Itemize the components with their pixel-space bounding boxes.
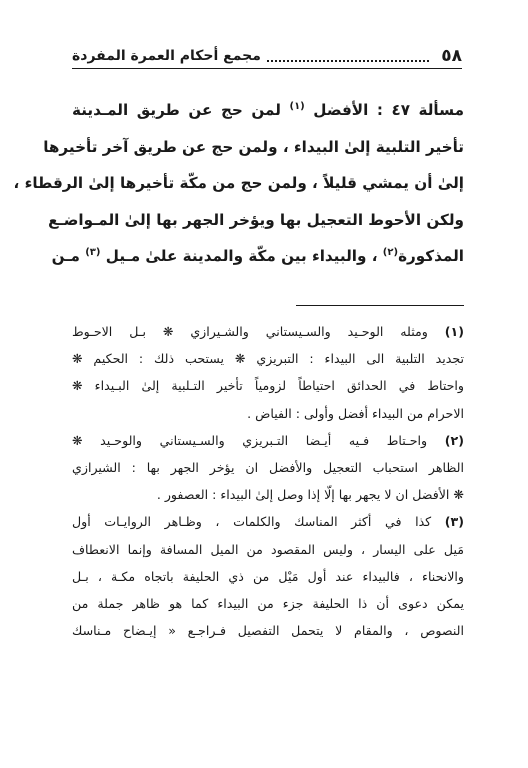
- body-text: مـن: [51, 247, 80, 265]
- body-line: [72, 92, 464, 129]
- footnote-line: تجديد التلبية الى البيداء : التبريزي ❋ يستحب ذلك : الحكيم ❋: [72, 351, 464, 367]
- footnote-number: (٣): [444, 514, 464, 530]
- book-title: مجمع أحكام العمرة المفردة: [72, 48, 261, 64]
- footnote-line: [72, 508, 464, 535]
- page-number: ٥٨: [441, 46, 462, 66]
- footnote-number: (٢): [444, 432, 464, 448]
- footnote-line: يمكن دعوى أن ذا الحليفة جزء من البيداء كما هو ظاهر جملة من: [72, 596, 464, 612]
- footnote-line: [72, 427, 464, 454]
- footnote-divider: [296, 305, 464, 306]
- body-text: لمن حج عن طريق المـدينة: [72, 101, 281, 119]
- running-header: [72, 44, 462, 69]
- body-text: الأفضل: [313, 101, 369, 119]
- footnote-line: واحتاط في الحدائق احتياطاً لزومياً تأخير التـلبية إلىٰ البـيداء ❋: [72, 378, 464, 394]
- header-dot-leader: [267, 50, 429, 62]
- footnotes: [72, 318, 464, 644]
- footnote-line: [72, 318, 464, 345]
- body-line: تأخير التلبية إلىٰ البيداء ، ولمن حج عن طريق آخر تأخيرها: [43, 137, 464, 156]
- footnote-line: الظاهر استحباب التعجيل والأفضل ان يؤخر الجهر بها : الشيرازي: [72, 460, 464, 476]
- footnote-line: والانحناء ، فالبيداء عند أول مَيْل من ذي الحليفة باتجاه مكـة ، بـل: [72, 568, 464, 584]
- body-line: إلىٰ أن يمشي قليلاً ، ولمن حج من مكّة تأخيرها إلىٰ الرقطاء ،: [13, 174, 464, 192]
- body-line: [51, 238, 464, 275]
- body-line: ولكن الأحوط التعجيل بها ويؤخر الجهر بها إلىٰ المـواضـع: [48, 210, 464, 229]
- footnote-number: (١): [444, 324, 464, 339]
- footnote-line: النصوص ، والمقام لا يتحمل التفصيل فـراجـع « إيـضاح مـناسك: [72, 623, 464, 639]
- body-text: المذكورة: [398, 247, 464, 265]
- footnote-ref: (١): [289, 100, 305, 112]
- body-text: ، والبيداء بين مكّة والمدينة علىٰ مـيل: [105, 247, 378, 265]
- footnote-ref: (٣): [85, 246, 101, 258]
- footnote-line: مَيل على اليسار ، وليس المقصود من الميل المسافة وإنما الانعطاف: [72, 541, 464, 557]
- footnote-line: الاحرام من البيداء أفضل وأولى : الفياض .: [247, 405, 464, 421]
- footnote-text: ومثله الوحـيد والسـيستاني والشـيرازي ❋ بـل الاحـوط: [72, 324, 428, 339]
- footnote-text: كذا في أكثر المناسك والكلمات ، وظـاهر الروايـات أول: [72, 514, 432, 530]
- main-body: [13, 92, 464, 275]
- footnote-ref: (٢): [382, 246, 399, 258]
- footnote-line: ❋ الأفضل ان لا يجهر بها إلّا إذا وصل إلىٰ البيداء : العصفور .: [156, 487, 464, 503]
- footnote-text: واحـتاط فـيه أيـضا التـبريزي والسـيستاني والوحـيد ❋: [72, 432, 428, 448]
- issue-label: مسألة ٤٧ :: [376, 101, 464, 119]
